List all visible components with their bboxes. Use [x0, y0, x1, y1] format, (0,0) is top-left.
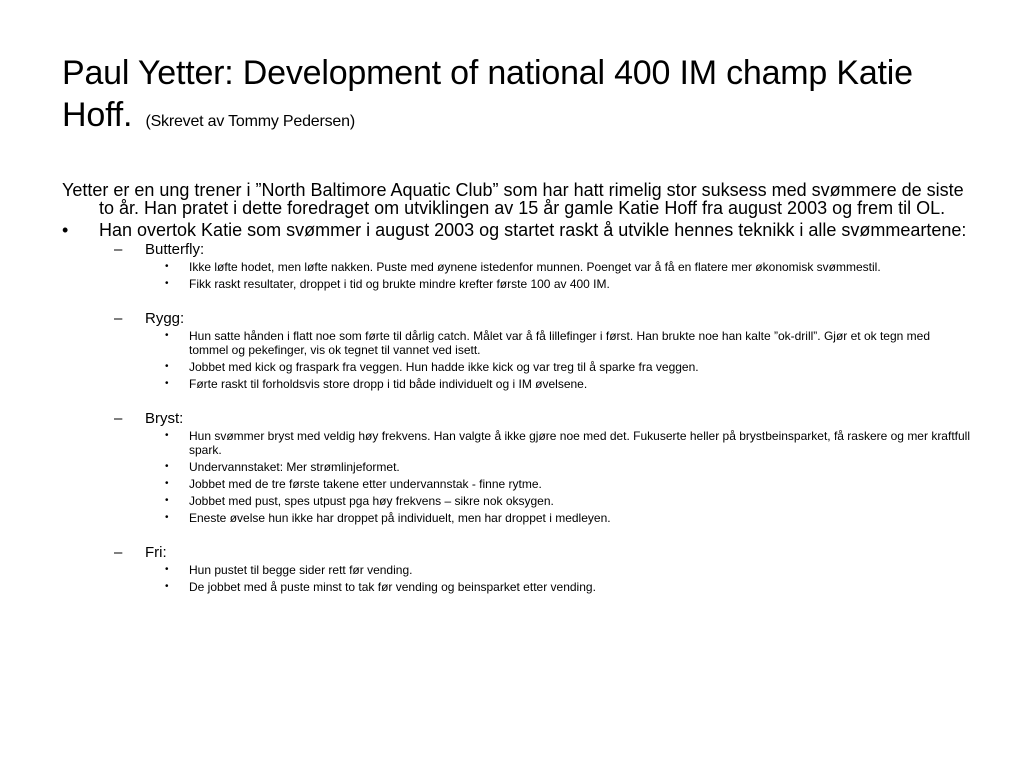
list-item — [62, 429, 972, 457]
list-item — [62, 494, 972, 508]
bullet-icon: • — [165, 564, 169, 575]
list-item-text: Førte raskt til forholdsvis store dropp i tid både individuelt og i IM øvelsene. — [189, 377, 588, 391]
bullet-icon: • — [165, 278, 169, 289]
section-heading-rygg — [62, 311, 972, 327]
section-heading-text: Butterfly: — [145, 241, 205, 258]
list-item-text: Ikke løfte hodet, men løfte nakken. Puste med øynene istedenfor munnen. Poenget var å få en flatere mer økonomisk svømmestil. — [189, 260, 881, 274]
dash-icon: – — [114, 310, 123, 327]
section-heading-fri — [62, 545, 972, 561]
section-heading-butterfly — [62, 242, 972, 258]
section-heading-text: Rygg: — [145, 310, 185, 327]
bryst-list — [62, 429, 972, 525]
slide-content — [62, 181, 972, 597]
section-heading-text: Bryst: — [145, 410, 184, 427]
bullet-icon: • — [165, 361, 169, 372]
list-item — [62, 277, 972, 291]
list-item-text: Fikk raskt resultater, droppet i tid og brukte mindre krefter første 100 av 400 IM. — [189, 277, 610, 291]
slide-title — [62, 52, 962, 136]
bullet-icon: • — [165, 581, 169, 592]
list-item-text: Jobbet med kick og fraspark fra veggen. Hun hadde ikke kick og var treg til å sparke fra veggen. — [189, 360, 699, 374]
bullet-icon: • — [165, 478, 169, 489]
butterfly-list — [62, 260, 972, 291]
list-item-text: Eneste øvelse hun ikke har droppet på individuelt, men har droppet i medleyen. — [189, 511, 611, 525]
list-item — [62, 563, 972, 577]
list-item — [62, 329, 972, 357]
bullet-icon: • — [165, 330, 169, 341]
list-item — [62, 477, 972, 491]
list-item-text: Undervannstaket: Mer strømlinjeformet. — [189, 460, 400, 474]
dash-icon: – — [114, 544, 123, 561]
list-item-text: De jobbet med å puste minst to tak før vending og beinsparket etter vending. — [189, 580, 596, 594]
bullet-icon: • — [62, 220, 69, 240]
fri-list — [62, 563, 972, 594]
list-item-text: Hun svømmer bryst med veldig høy frekvens. Han valgte å ikke gjøre noe med det. Fukuserte heller på brystbeinsparket, få raskere og mer kraftfull spark. — [189, 429, 970, 457]
dash-icon: – — [114, 241, 123, 258]
list-item — [62, 360, 972, 374]
list-item — [62, 580, 972, 594]
spacer — [62, 294, 972, 308]
spacer — [62, 528, 972, 542]
list-item-text: Hun satte hånden i flatt noe som førte til dårlig catch. Målet var å få lillefinger i først. Han brukte noe han kalte ”ok-drill”. Gjør et ok tegn med tommel og pekefinger, vis ok tegnet til vannet ved isett. — [189, 329, 930, 357]
title-subtitle: (Skrevet av Tommy Pedersen) — [145, 113, 355, 130]
bullet-icon: • — [165, 261, 169, 272]
bullet-icon: • — [165, 430, 169, 441]
bullet-icon: • — [165, 461, 169, 472]
section-heading-bryst — [62, 411, 972, 427]
bullet-icon: • — [165, 378, 169, 389]
title-main: Paul Yetter: Development of national 400 IM champ Katie Hoff. — [62, 54, 913, 134]
list-item-text: Hun pustet til begge sider rett før vending. — [189, 563, 413, 577]
rygg-list — [62, 329, 972, 391]
spacer — [62, 394, 972, 408]
list-item-text: Jobbet med de tre første takene etter undervannstak - finne rytme. — [189, 477, 542, 491]
list-item — [62, 260, 972, 274]
intro-paragraph: Yetter er en ung trener i ”North Baltimore Aquatic Club” som har hatt rimelig stor suksess med svømmere de siste to år. Han pratet i dette foredraget om utviklingen av 15 år gamle Katie Hoff fra august 2003 og frem til OL. — [62, 180, 964, 218]
list-item — [62, 377, 972, 391]
list-item — [62, 460, 972, 474]
bullet-icon: • — [165, 495, 169, 506]
dash-icon: – — [114, 410, 123, 427]
main-bullet — [62, 221, 972, 239]
list-item — [62, 511, 972, 525]
bullet-icon: • — [165, 512, 169, 523]
section-heading-text: Fri: — [145, 544, 167, 561]
main-bullet-text: Han overtok Katie som svømmer i august 2003 og startet raskt å utvikle hennes teknikk i alle svømmeartene: — [99, 220, 967, 240]
list-item-text: Jobbet med pust, spes utpust pga høy frekvens – sikre nok oksygen. — [189, 494, 554, 508]
